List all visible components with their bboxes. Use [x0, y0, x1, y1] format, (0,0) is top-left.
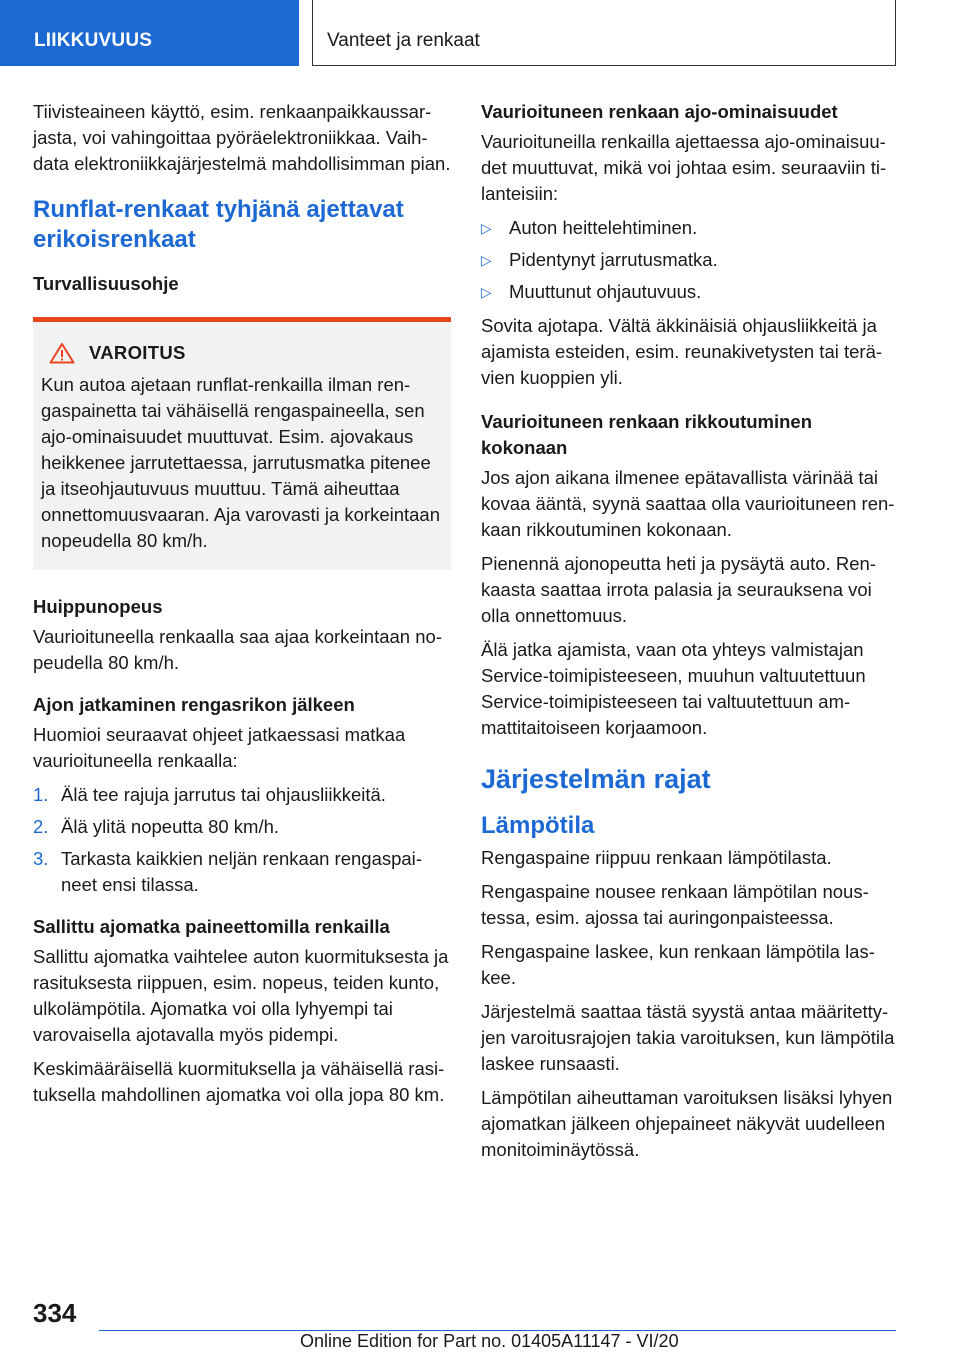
- intro-paragraph: Tiivisteaineen käyttö, esim. renkaanpaikkaussarjasta, voi vahingoittaa pyöräelektroniikkaa. Vaihdata elektroniikkajärjestelmä mahdollisimman pian.: [33, 101, 451, 174]
- bullet-text: Pidentynyt jarrutusmatka.: [509, 249, 718, 270]
- chapter-title: Vanteet ja renkaat: [312, 0, 896, 66]
- temp-text-1: Rengaspaine riippuu renkaan lämpötilasta.: [481, 847, 832, 868]
- steps-list: [33, 782, 451, 898]
- adjust-text: Sovita ajotapa. Vältä äkkinäisiä ohjausliikkeitä ja ajamista esteiden, esim. reunakivetysten tai terävien kuoppien yli.: [481, 315, 883, 388]
- effects-list: [481, 215, 899, 305]
- section-tab: LIIKKUVUUS: [0, 0, 299, 66]
- continue-title: Ajon jatkaminen rengasrikon jälkeen: [33, 694, 355, 715]
- left-column: [33, 99, 451, 1116]
- limits-heading: Järjestelmän rajat: [481, 764, 711, 794]
- temp-text-4: Järjestelmä saattaa tästä syystä antaa määritettyjen varoitusrajojen takia varoituksen, kun lämpötila laskee runsaasti.: [481, 1001, 895, 1074]
- warning-title: VAROITUS: [89, 342, 186, 363]
- step-number: 1.: [33, 784, 49, 805]
- break-text-2: Pienennä ajonopeutta heti ja pysäytä auto. Renkaasta saattaa irrota palasia ja seurauksena voi olla onnettomuus.: [481, 553, 876, 626]
- list-item: [33, 782, 451, 808]
- step-text: Tarkasta kaikkien neljän renkaan rengaspaineet ensi tilassa.: [61, 848, 422, 895]
- warning-triangle-icon: [49, 342, 75, 364]
- range-title: Sallittu ajomatka paineettomilla renkailla: [33, 916, 390, 937]
- temp-text-5: Lämpötilan aiheuttaman varoituksen lisäksi lyhyen ajomatkan jälkeen ohjepaineet näkyvät uudelleen monitoiminäytössä.: [481, 1087, 893, 1160]
- edition-text: Online Edition for Part no. 01405A11147 - VI/20: [300, 1331, 679, 1351]
- temp-text-2: Rengaspaine nousee renkaan lämpötilan noustessa, esim. ajossa tai auringonpaisteessa.: [481, 881, 869, 928]
- page-number: 334: [33, 1298, 77, 1328]
- top-speed-title: Huippunopeus: [33, 596, 163, 617]
- damaged-title: Vaurioituneen renkaan ajo-ominaisuudet: [481, 101, 838, 122]
- temp-text-3: Rengaspaine laskee, kun renkaan lämpötila laskee.: [481, 941, 875, 988]
- range-text-2: Keskimääräisellä kuormituksella ja vähäisellä rasituksella mahdollinen ajomatka voi olla jopa 80 km.: [33, 1058, 445, 1105]
- warning-box: [33, 317, 451, 570]
- damaged-text: Vaurioituneilla renkailla ajettaessa ajo-ominaisuudet muuttuvat, mikä voi johtaa esim. seuraaviin tilanteisiin:: [481, 131, 887, 204]
- step-number: 2.: [33, 816, 49, 837]
- step-text: Älä ylitä nopeutta 80 km/h.: [61, 816, 280, 837]
- break-text-3: Älä jatka ajamista, vaan ota yhteys valmistajan Service-toimipisteeseen, muuhun valtuutettuun Service-toimipisteeseen tai valtuutettuun ammattitaitoiseen korjaamoon.: [481, 639, 866, 738]
- break-text-1: Jos ajon aikana ilmenee epätavallista värinää tai kovaa ääntä, syynä saattaa olla vaurioituneen renkaan rikkoutuminen kokonaan.: [481, 467, 895, 540]
- list-item: [481, 279, 899, 305]
- continue-text: Huomioi seuraavat ohjeet jatkaessasi matkaa vaurioituneella renkaalla:: [33, 724, 406, 771]
- list-item: [481, 247, 899, 273]
- break-title: Vaurioituneen renkaan rikkoutuminen kokonaan: [481, 411, 813, 458]
- list-item: [33, 846, 451, 898]
- warning-text: Kun autoa ajetaan runflat-renkailla ilman rengaspainetta tai vähäisellä rengaspaineella, sen ajo-ominaisuudet muuttuvat. Esim. ajovakaus heikkenee jarrutettaessa, jarrutusmatka pitenee ja itseohjautuvuus muuttuu. Tämä aiheuttaa onnettomuusvaaran. Aja varovasti ja korkeintaan nopeudella 80 km/h.: [41, 374, 441, 551]
- top-speed-text: Vaurioituneella renkaalla saa ajaa korkeintaan nopeudella 80 km/h.: [33, 626, 442, 673]
- range-text-1: Sallittu ajomatka vaihtelee auton kuormituksesta ja rasituksesta riippuen, esim. nopeus, teiden kunto, ulkolämpötila. Ajomatka voi olla lyhyempi tai varovaisella ajotavalla myös pidempi.: [33, 946, 449, 1045]
- triangle-bullet-icon: ▷: [481, 284, 492, 300]
- runflat-heading: Runflat-renkaat tyhjänä ajettavat erikoisrenkaat: [33, 196, 404, 253]
- step-number: 3.: [33, 848, 49, 869]
- right-column: [481, 99, 899, 1171]
- bullet-text: Muuttunut ohjautuvuus.: [509, 281, 702, 302]
- triangle-bullet-icon: ▷: [481, 252, 492, 268]
- list-item: [33, 814, 451, 840]
- list-item: [481, 215, 899, 241]
- triangle-bullet-icon: ▷: [481, 220, 492, 236]
- bullet-text: Auton heittelehtiminen.: [509, 217, 698, 238]
- safety-label: Turvallisuusohje: [33, 273, 179, 294]
- step-text: Älä tee rajuja jarrutus tai ohjausliikkeitä.: [61, 784, 386, 805]
- temperature-heading: Lämpötila: [481, 812, 595, 839]
- warning-header: [41, 340, 443, 366]
